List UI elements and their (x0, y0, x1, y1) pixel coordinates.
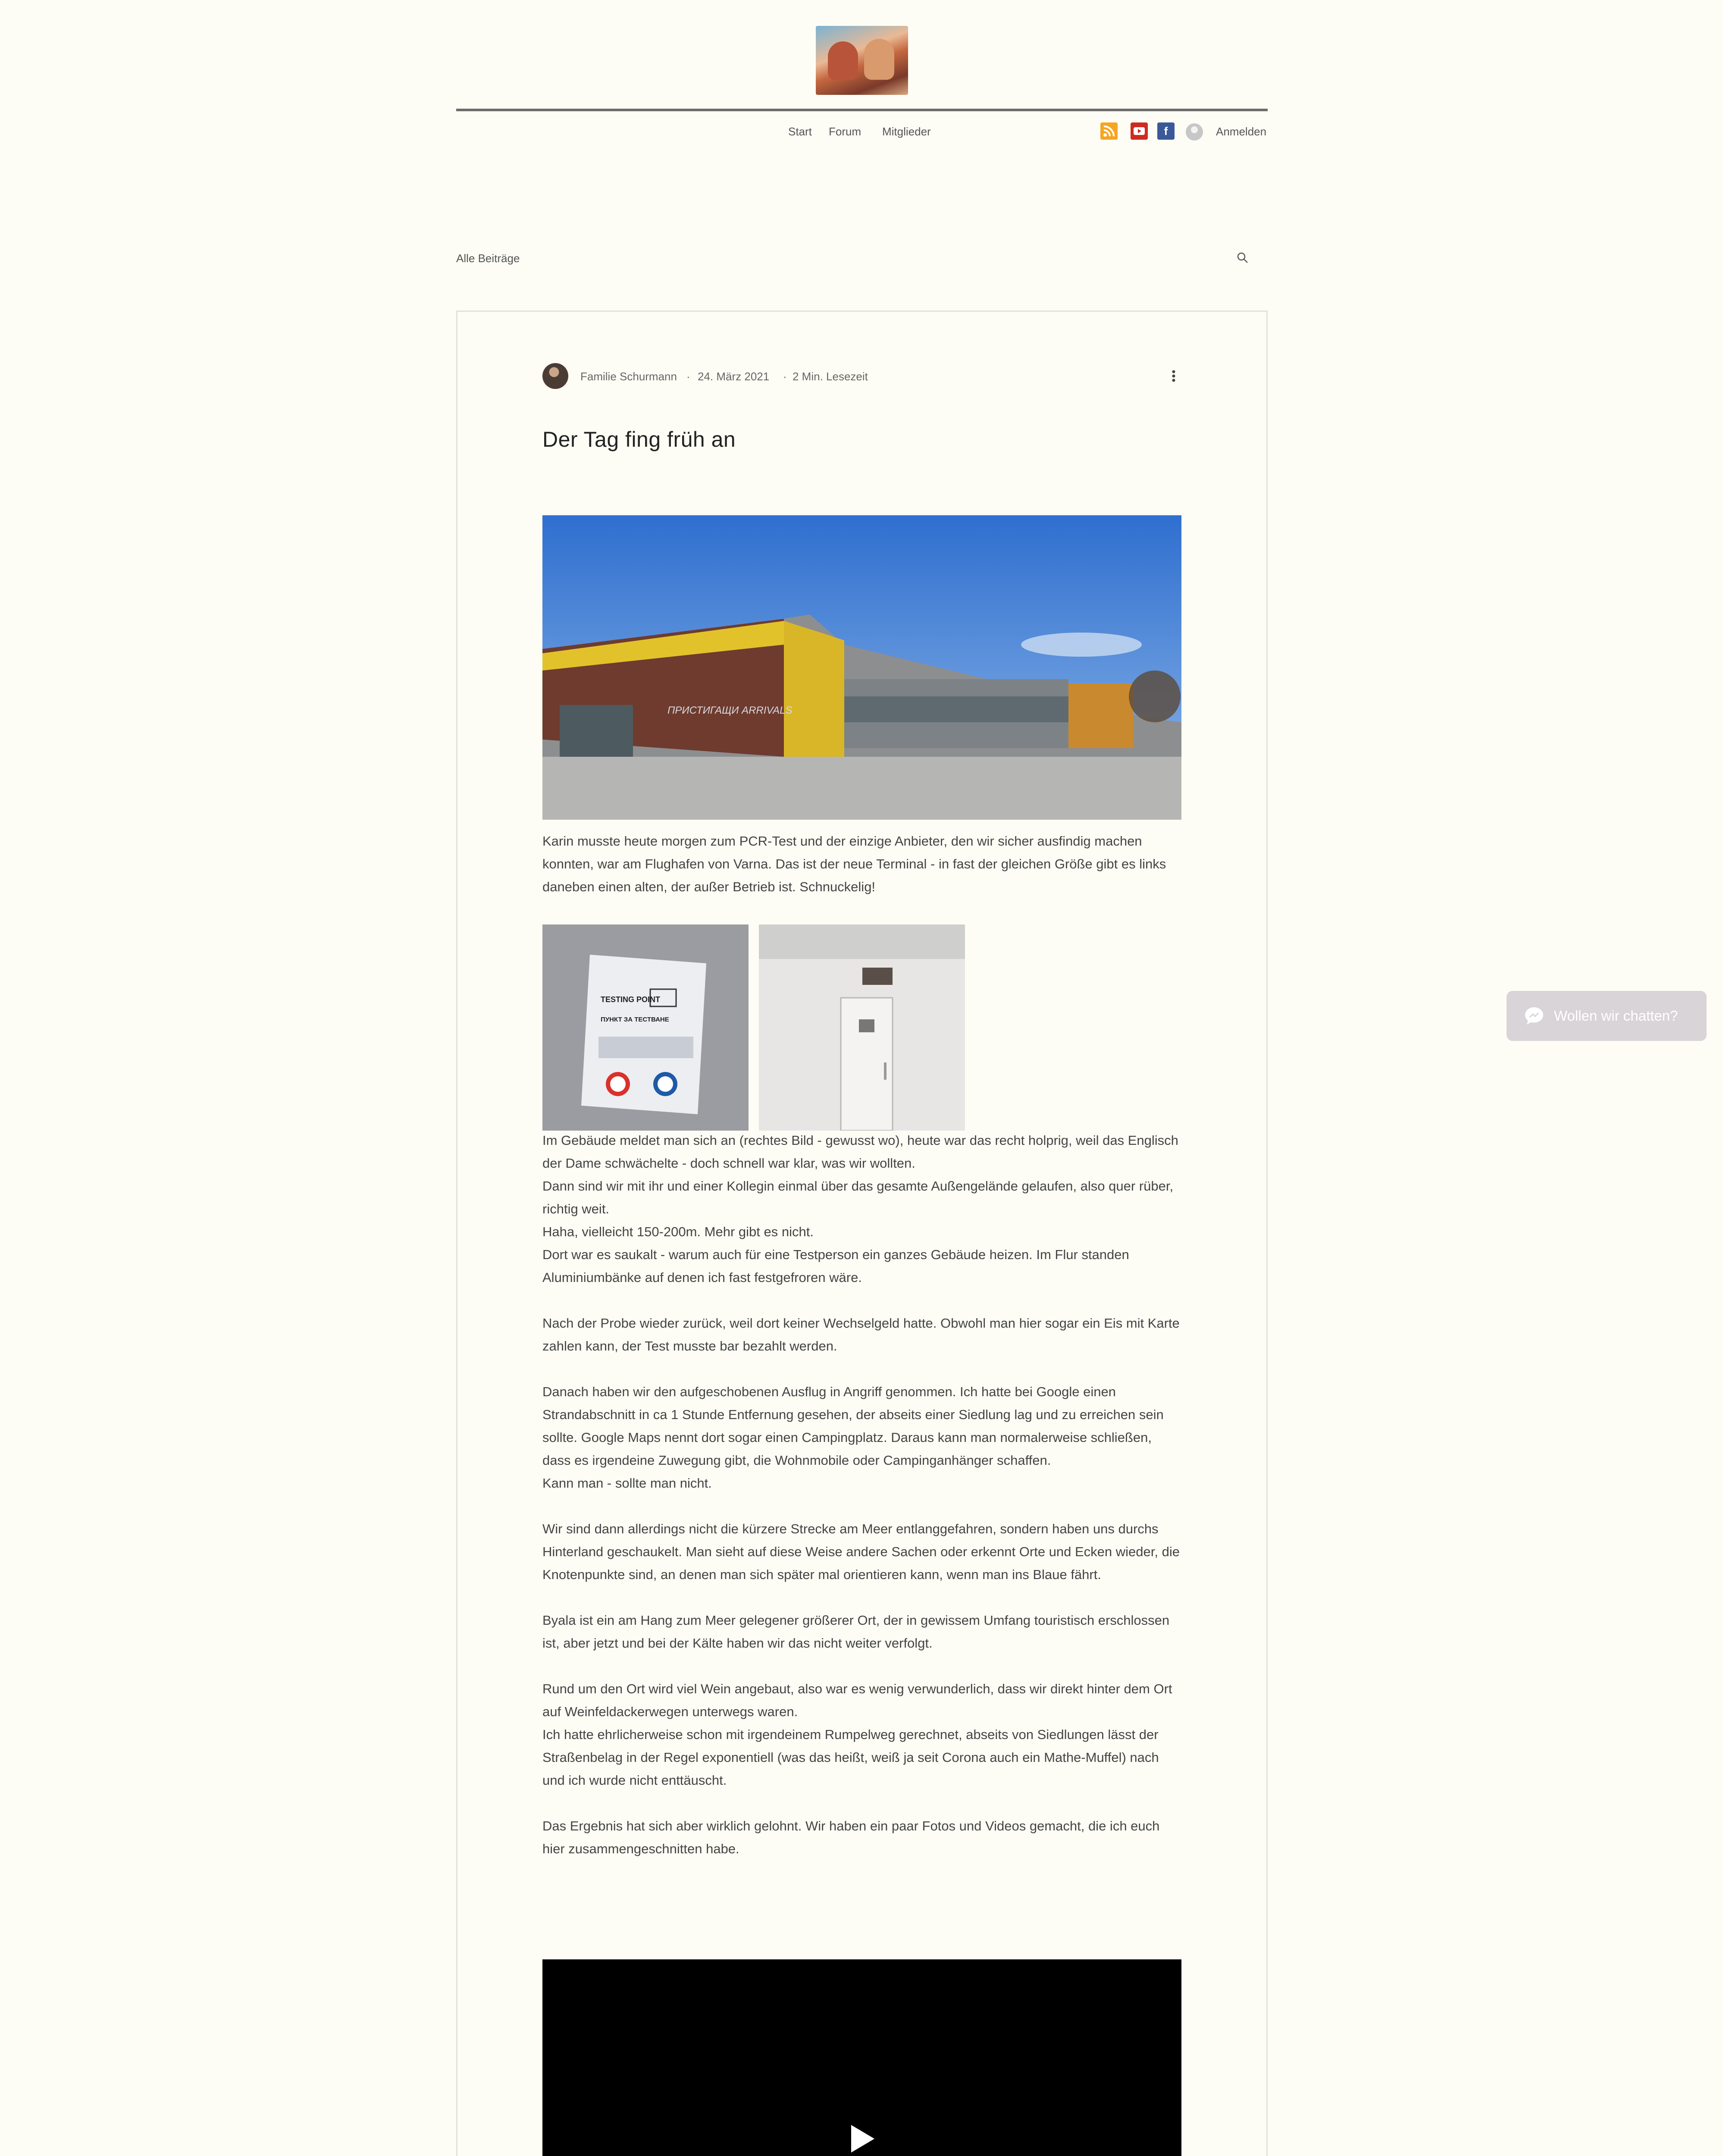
author-avatar[interactable] (542, 363, 568, 389)
chat-label: Wollen wir chatten? (1554, 1008, 1678, 1024)
post-date: 24. März 2021 (698, 370, 770, 383)
chat-icon (1524, 1006, 1544, 1026)
header-divider (456, 109, 1268, 111)
post-intro: Karin musste heute morgen zum PCR-Test und der einzige Anbieter, den wir sicher ausfindig machen konnten, war am Flughafen von Varna. Das ist der neue Terminal - in fast der gleichen Größe gibt es links daneben einen alten, der außer Betrieb ist. Schnuckelig! (542, 834, 1166, 894)
rss-icon[interactable] (1100, 122, 1118, 140)
nav-members[interactable]: Mitglieder (882, 125, 931, 138)
facebook-icon[interactable]: f (1157, 122, 1175, 140)
chat-button[interactable] (1507, 991, 1707, 1041)
testing-point-photo[interactable] (542, 924, 749, 1131)
author-name[interactable]: Familie Schurmann (580, 370, 677, 383)
testing-sign-line-1: TESTING POINT (601, 995, 661, 1004)
arrivals-sign: ПРИСТИГАЩИ ARRIVALS (667, 705, 793, 716)
login-link[interactable]: Anmelden (1216, 125, 1267, 138)
more-options-icon[interactable] (1169, 367, 1178, 385)
nav-forum[interactable]: Forum (829, 125, 862, 138)
youtube-icon[interactable] (1131, 122, 1148, 140)
site-logo[interactable] (816, 26, 908, 95)
airport-photo[interactable] (542, 515, 1181, 820)
play-icon[interactable] (849, 2124, 875, 2153)
nav-start[interactable]: Start (788, 125, 812, 138)
registration-door-photo[interactable] (759, 924, 965, 1131)
all-posts-link[interactable]: Alle Beiträge (456, 252, 520, 265)
search-icon[interactable] (1237, 252, 1249, 264)
testing-sign-line-2: ПУНКТ ЗА ТЕСТВАНЕ (601, 1016, 669, 1023)
read-time: 2 Min. Lesezeit (793, 370, 868, 383)
post-title: Der Tag fing früh an (542, 427, 736, 451)
post-body: Im Gebäude meldet man sich an (rechtes Bild - gewusst wo), heute war das recht holprig, weil das Englisch der Dame schwächelte - doch schnell war klar, was wir wollten. Dann sind wir mit ihr und einer Kollegin einmal über das gesamte Außengelände gelaufen, also quer rüber, richtig weit. Haha, vielleicht 150-200m. Mehr gibt es nicht. Dort war es saukalt - warum auch für eine Testperson ein ganzes Gebäude heizen. Im Flur standen Aluminiumbänke auf denen ich fast festgefroren wäre. Nach der Probe wieder zurück, weil dort keiner Wechselgeld hatte. Obwohl man hier sogar ein Eis mit Karte zahlen kann, der Test musste bar bezahlt werden. Danach haben wir den aufgeschobenen Ausflug in Angriff genommen. Ich hatte bei Google einen Strandabschnitt in ca 1 Stunde Entfernung gesehen, der abseits einer Siedlung lag und zu erreichen sein sollte. Google Maps nennt dort sogar einen Campingplatz. Daraus kann man normalerweise schließen, dass es irgendeine Zuwegung gibt, die Wohnmobile oder Campinganhänger schaffen. Kann man - sollte man nicht. Wir sind dann allerdings nicht die kürzere Strecke am Meer entlanggefahren, sondern haben uns durchs Hinterland geschaukelt. Man sieht auf diese Weise andere Sachen oder erkennt Orte und Ecken wieder, die Knotenpunkte sind, an denen man sich später mal orientieren kann, wenn man ins Blaue fährt. Byala ist ein am Hang zum Meer gelegener größerer Ort, der in gewissem Umfang touristisch erschlossen ist, aber jetzt und bei der Kälte haben wir das nicht weiter verfolgt. Rund um den Ort wird viel Wein angebaut, also war es wenig verwunderlich, dass wir direkt hinter dem Ort auf Weinfeldackerwegen unterwegs waren. Ich hatte ehrlicherweise schon mit irgendeinem Rumpelweg gerechnet, abseits von Siedlungen lässt der Straßenbelag in der Regel exponentiell (was das heißt, weiß ja seit Corona auch ein Mathe-Muffel) nach und ich wurde nicht enttäuscht. Das Ergebnis hat sich aber wirklich gelohnt. Wir haben ein paar Fotos und Videos gemacht, die ich euch hier zusammengeschnitten habe. (542, 1133, 1180, 1856)
user-avatar-icon[interactable] (1186, 123, 1203, 141)
